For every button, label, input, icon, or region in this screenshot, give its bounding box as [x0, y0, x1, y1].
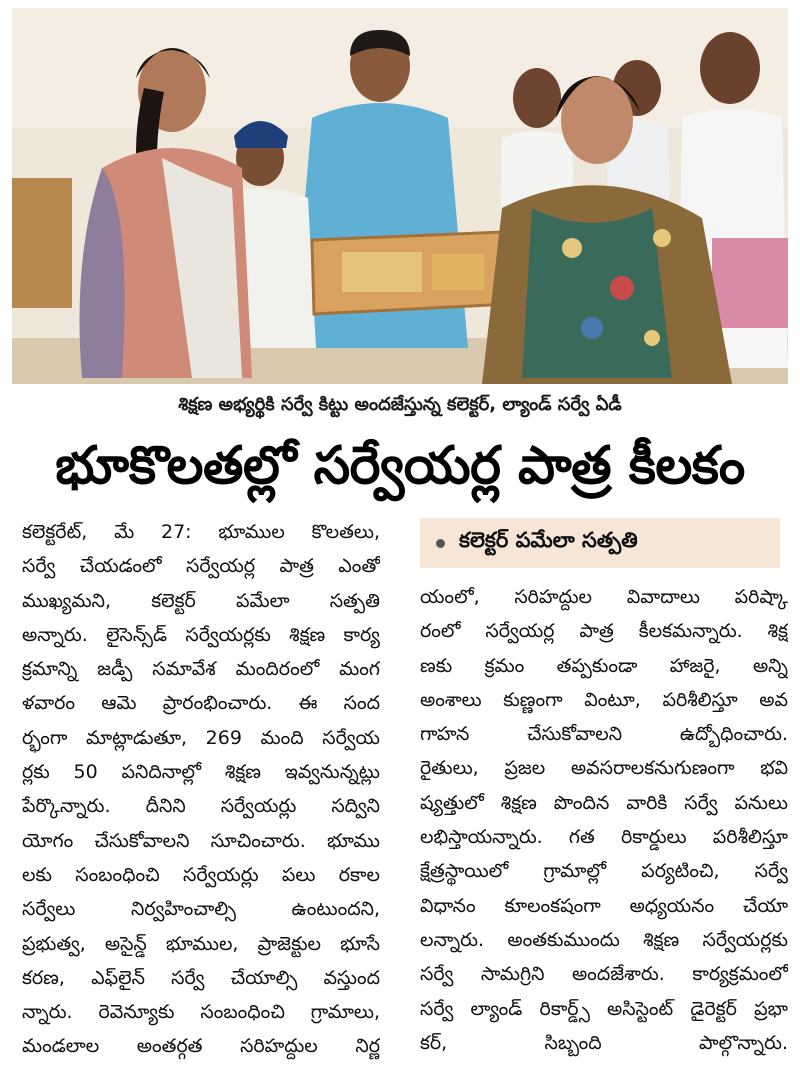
article-line: సర్వే ల్యాండ్‌ రికార్డ్స్‌ అసిస్టెంట్‌ డైరెక్టర్‌ ప్రభా [420, 997, 788, 1020]
sidebar-quote-box [420, 518, 780, 568]
article-line: పేర్కొన్నారు. దీనిని సర్వేయర్లు సద్విని [22, 795, 380, 818]
article-line: యోగం చేసుకోవాలని సూచించారు. భూము [22, 829, 380, 852]
article-line: ర్భంగా మాట్లాడుతూ, 269 మంది సర్వేయ [22, 726, 380, 749]
article-line: క్రమాన్ని జడ్పీ సమావేశ మందిరంలో మంగ [22, 658, 380, 681]
article-column-left [22, 515, 380, 1064]
news-photo [12, 8, 788, 384]
article-line: కర్‌, సిబ్బంది పాల్గొన్నారు. [420, 1031, 788, 1054]
article-line: రైతులు, ప్రజల అవసరాలకనుగుణంగా భవి [420, 757, 788, 780]
article-line: ర్లకు 50 పనిదినాల్లో శిక్షణ ఇవ్వనున్నట్లు [22, 761, 380, 784]
article-line: అన్నారు. లైసెన్స్‌డ్‌ సర్వేయర్లకు శిక్షణ కార్య [22, 623, 380, 646]
sidebar-name: కలెక్టర్‌ పమేలా సత్పతి [459, 528, 638, 552]
article-line: సర్వే చేయడంలో సర్వేయర్ల పాత్ర ఎంతో [22, 555, 380, 578]
article-column-right [420, 580, 788, 1060]
article-line: లకు సంబంధించి సర్వేయర్లు పలు రకాల [22, 863, 380, 886]
photo-caption: శిక్షణ అభ్యర్థికి సర్వే కిట్టు అందజేస్తున్న కలెక్టర్‌, ల్యాండ్‌ సర్వే ఏడీ [178, 394, 622, 415]
article-line: క్షేత్రస్థాయిలో గ్రామాల్లో పర్యటించి, సర్వే [420, 860, 788, 883]
article-line: ష్యత్తులో శిక్షణ పొందిన వారికి సర్వే పనులు [420, 791, 788, 814]
photo-illustration [12, 8, 788, 384]
article-line: కలెక్టరేట్‌, మే 27: భూముల కొలతలు, [22, 521, 380, 543]
article-line: సర్వే సామగ్రిని అందజేశారు. కార్యక్రమంలో [420, 963, 788, 986]
article-line: అంశాలు కుణ్ణంగా వింటూ, పరిశీలిస్తూ అవ [420, 688, 788, 711]
article-line: గాహన చేసుకోవాలని ఉద్బోధించారు. [420, 723, 788, 746]
article-line: మండలాల అంతర్గత సరిహద్దుల నిర్ణ [22, 1035, 380, 1058]
article-line: కరణ, ఎఫ్‌లైన్‌ సర్వే చేయాల్సి వస్తుంద [22, 966, 380, 989]
article-line: న్నారు. రెవెన్యూకు సంబంధించి గ్రామాలు, [22, 1001, 380, 1024]
article-line: రంలో సర్వేయర్ల పాత్ర కీలకమన్నారు. శిక్ష [420, 620, 788, 643]
article-line: లన్నారు. అంతకుముందు శిక్షణ సర్వేయర్లకు [420, 928, 788, 951]
headline: భూకొలతల్లో సర్వేయర్ల పాత్ర కీలకం [55, 436, 745, 496]
article-line: విధానం కూలంకషంగా అధ్యయనం చేయా [420, 894, 788, 917]
article-line: ముఖ్యమని, కలెక్టర్‌ పమేలా సత్పతి [22, 589, 380, 612]
article-line: సర్వేలు నిర్వహించాల్సి ఉంటుందని, [22, 898, 380, 921]
article-line: ప్రభుత్వ, అసైన్డ్‌ భూముల, ప్రాజెక్టుల భూసే [22, 932, 380, 955]
bullet-icon [436, 539, 445, 548]
article-line: యంలో, సరిహద్దుల వివాదాలు పరిష్కా [420, 586, 788, 608]
article-line: లభిస్తాయన్నారు. గత రికార్డులు పరిశీలిస్తూ [420, 826, 788, 849]
article-line: ణకు క్రమం తప్పకుండా హాజరై, అన్ని [420, 654, 788, 677]
article-line: ళవారం ఆమె ప్రారంభించారు. ఈ సంద [22, 692, 380, 715]
